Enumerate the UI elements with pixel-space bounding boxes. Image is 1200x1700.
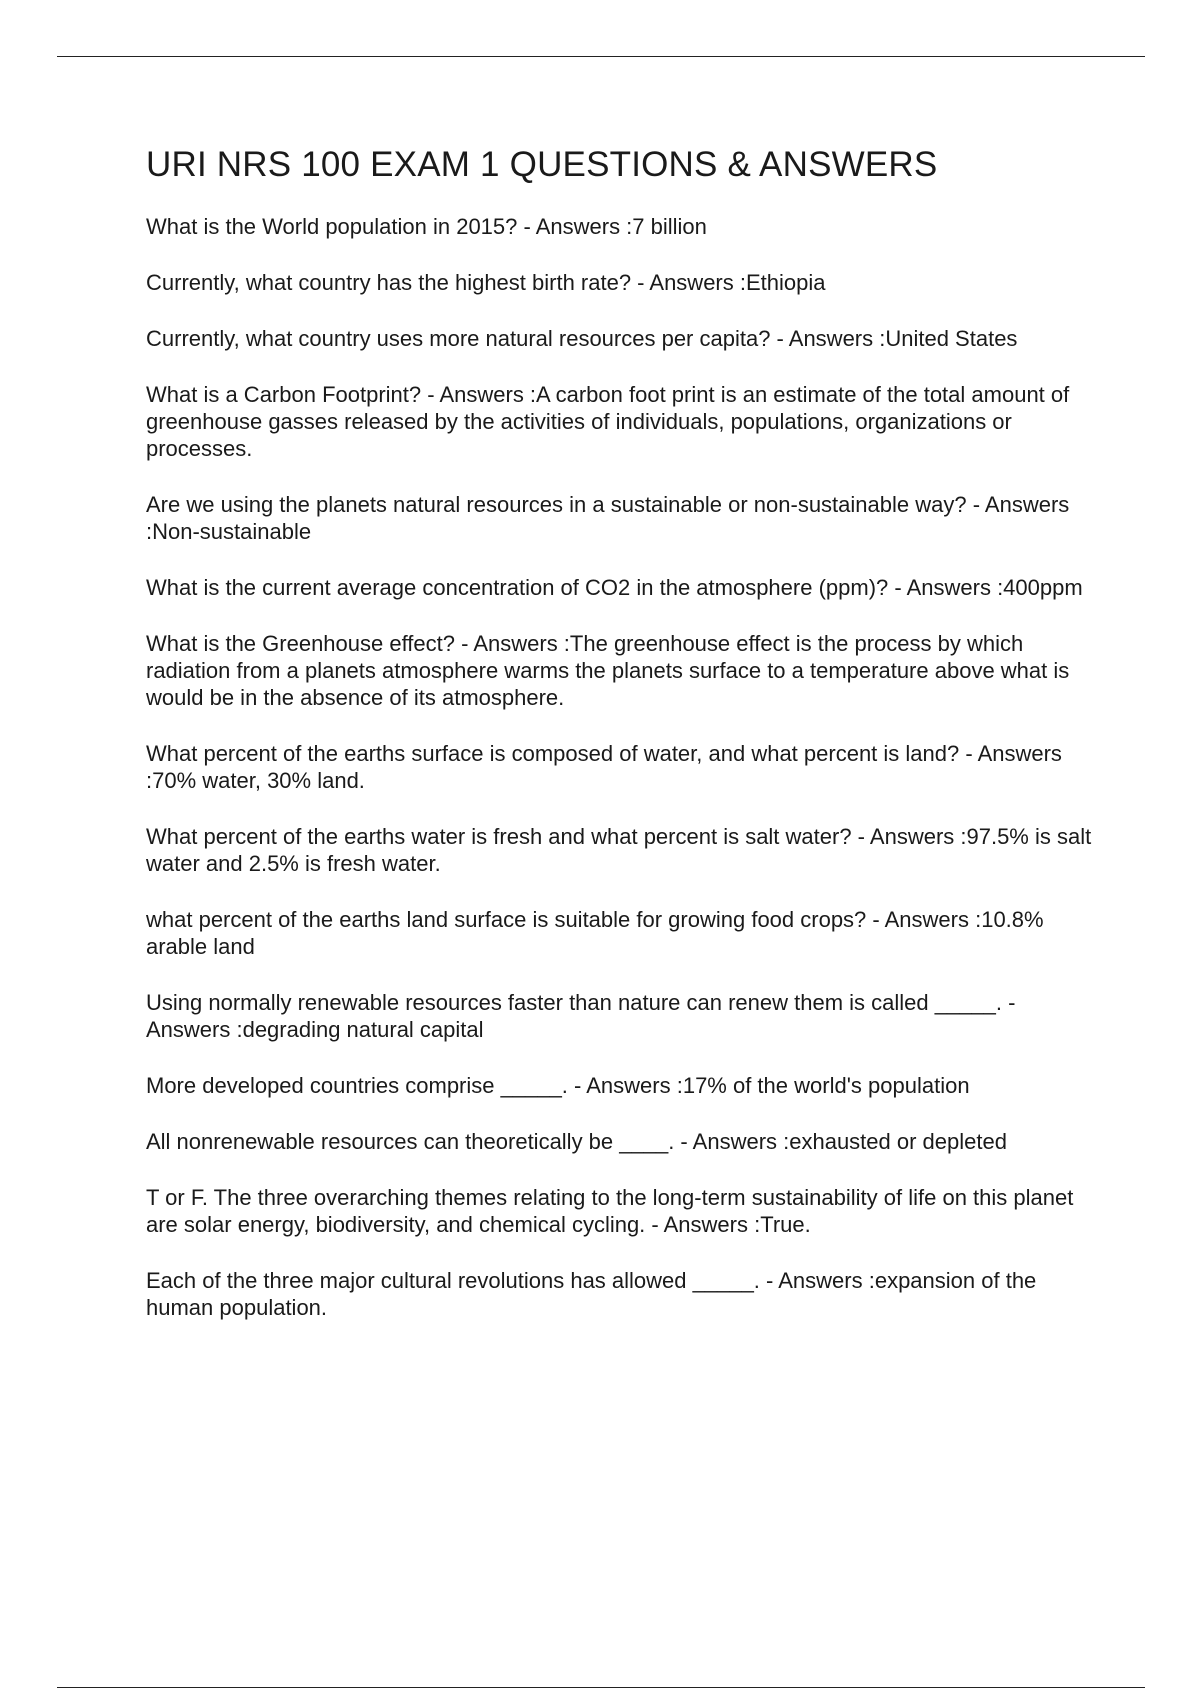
qa-item-2: Currently, what country has the highest birth rate? - Answers :Ethiopia	[146, 270, 826, 295]
bottom-divider	[57, 1687, 1145, 1688]
top-divider	[57, 56, 1145, 57]
qa-item-5: Are we using the planets natural resources in a sustainable or non-sustainable way? - Answers :Non-sustainable	[146, 492, 1070, 544]
qa-item-12: More developed countries comprise _____. - Answers :17% of the world's population	[146, 1073, 970, 1098]
qa-item-15: Each of the three major cultural revolutions has allowed _____. - Answers :expansion of the human population.	[146, 1268, 1037, 1320]
qa-item-8: What percent of the earths surface is composed of water, and what percent is land? - Answers :70% water, 30% land.	[146, 741, 1062, 793]
document-body	[146, 144, 1096, 1350]
qa-item-1: What is the World population in 2015? - Answers :7 billion	[146, 214, 707, 239]
qa-item-3: Currently, what country uses more natural resources per capita? - Answers :United States	[146, 326, 1018, 351]
qa-item-10: what percent of the earths land surface is suitable for growing food crops? - Answers :10.8% arable land	[146, 907, 1044, 959]
qa-item-7: What is the Greenhouse effect? - Answers :The greenhouse effect is the process by which radiation from a planets atmosphere warms the planets surface to a temperature above what is would be in the absence of its atmosphere.	[146, 631, 1070, 710]
qa-item-14: T or F. The three overarching themes relating to the long-term sustainability of life on this planet are solar energy, biodiversity, and chemical cycling. - Answers :True.	[146, 1185, 1074, 1237]
qa-item-6: What is the current average concentration of CO2 in the atmosphere (ppm)? - Answers :400ppm	[146, 575, 1083, 600]
page-title: URI NRS 100 EXAM 1 QUESTIONS & ANSWERS	[146, 145, 938, 184]
qa-item-9: What percent of the earths water is fresh and what percent is salt water? - Answers :97.5% is salt water and 2.5% is fresh water.	[146, 824, 1092, 876]
qa-item-4: What is a Carbon Footprint? - Answers :A carbon foot print is an estimate of the total amount of greenhouse gasses released by the activities of individuals, populations, organizations or processes.	[146, 382, 1070, 461]
qa-item-13: All nonrenewable resources can theoretically be ____. - Answers :exhausted or depleted	[146, 1129, 1007, 1154]
qa-item-11: Using normally renewable resources faster than nature can renew them is called _____. - Answers :degrading natural capital	[146, 990, 1016, 1042]
